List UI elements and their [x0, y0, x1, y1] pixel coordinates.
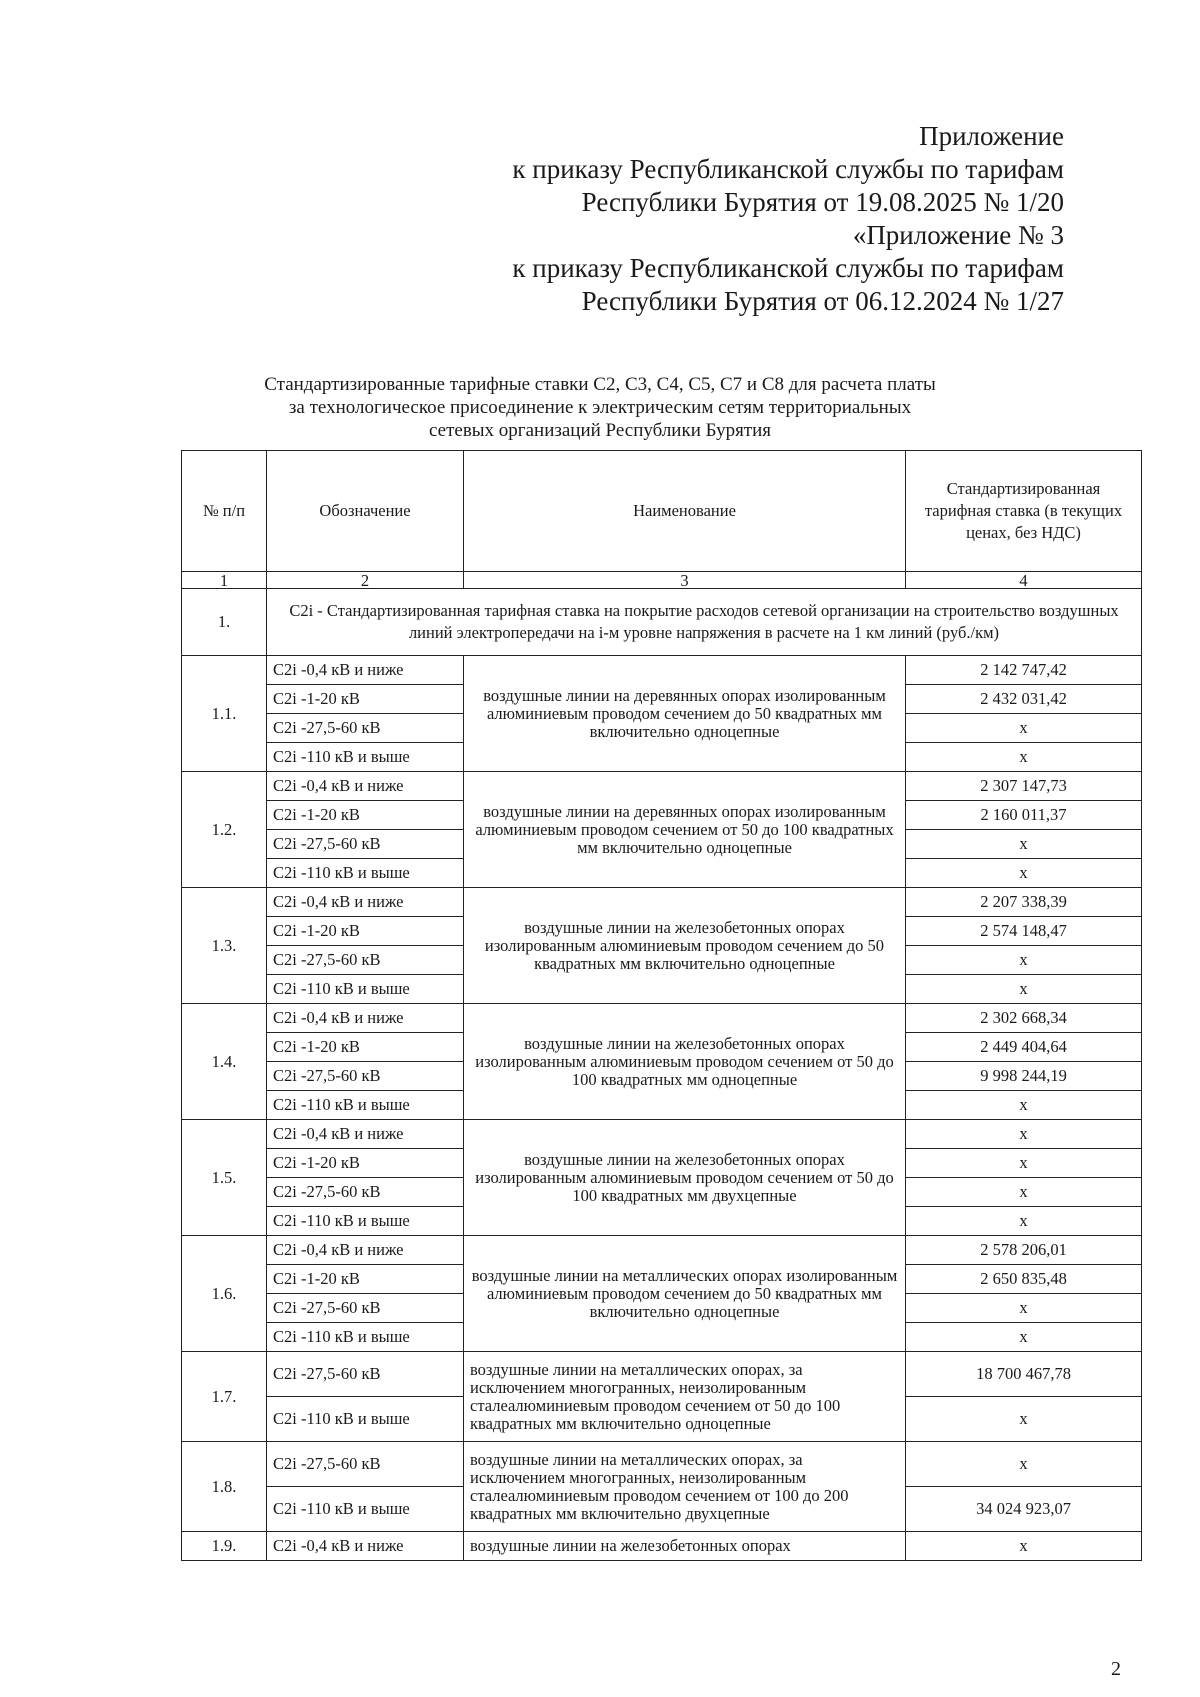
group-name: воздушные линии на металлических опорах, за исключением многогранных, неизолированным сталеалюминиевым проводом сечением от 100 до 200 квадратных мм включительно двухцепные	[464, 1442, 906, 1532]
table-row	[182, 888, 1142, 917]
group-number: 1.8.	[182, 1442, 267, 1532]
designation-cell: С2i -0,4 кВ и ниже	[267, 1236, 464, 1265]
table-row	[182, 1120, 1142, 1149]
rate-cell: x	[906, 1178, 1142, 1207]
group-number: 1.1.	[182, 656, 267, 772]
group-name: воздушные линии на металлических опорах изолированным алюминиевым проводом сечением до 50 квадратных мм включительно одноцепные	[464, 1236, 906, 1352]
section-title: С2i - Стандартизированная тарифная ставка на покрытие расходов сетевой организации на строительство воздушных линий электропередачи на i-м уровне напряжения в расчете на 1 км линий (руб./км)	[267, 589, 1142, 656]
title-line: Стандартизированные тарифные ставки С2, С3, С4, С5, С7 и С8 для расчета платы	[264, 374, 936, 395]
rate-cell: 2 207 338,39	[906, 888, 1142, 917]
rate-cell: x	[906, 975, 1142, 1004]
rates-table	[181, 450, 1142, 1561]
designation-cell: С2i -1-20 кВ	[267, 917, 464, 946]
designation-cell: С2i -110 кВ и выше	[267, 743, 464, 772]
designation-cell: С2i -110 кВ и выше	[267, 859, 464, 888]
designation-cell: С2i -27,5-60 кВ	[267, 714, 464, 743]
group-number: 1.4.	[182, 1004, 267, 1120]
rate-cell: x	[906, 859, 1142, 888]
col-number: 2	[267, 572, 464, 589]
group-number: 1.7.	[182, 1352, 267, 1442]
designation-cell: С2i -0,4 кВ и ниже	[267, 772, 464, 801]
table-row	[182, 772, 1142, 801]
rate-cell: x	[906, 714, 1142, 743]
rate-cell: 2 574 148,47	[906, 917, 1142, 946]
rate-cell: x	[906, 1397, 1142, 1442]
designation-cell: С2i -27,5-60 кВ	[267, 1442, 464, 1487]
col-header-rate: Стандартизированная тарифная ставка (в текущих ценах, без НДС)	[906, 451, 1142, 572]
designation-cell: С2i -110 кВ и выше	[267, 1091, 464, 1120]
designation-cell: С2i -1-20 кВ	[267, 1033, 464, 1062]
designation-cell: С2i -27,5-60 кВ	[267, 1178, 464, 1207]
table-row	[182, 1236, 1142, 1265]
rate-cell: 34 024 923,07	[906, 1487, 1142, 1532]
group-number: 1.3.	[182, 888, 267, 1004]
header-line: к приказу Республиканской службы по тарифам	[512, 253, 1064, 283]
col-number: 3	[464, 572, 906, 589]
designation-cell: С2i -110 кВ и выше	[267, 1207, 464, 1236]
group-name: воздушные линии на металлических опорах, за исключением многогранных, неизолированным сталеалюминиевым проводом сечением от 50 до 100 квадратных мм включительно одноцепные	[464, 1352, 906, 1442]
rate-cell: 2 142 747,42	[906, 656, 1142, 685]
designation-cell: С2i -1-20 кВ	[267, 1265, 464, 1294]
header-line: «Приложение № 3	[852, 220, 1064, 250]
col-header-designation: Обозначение	[267, 451, 464, 572]
title-line: сетевых организаций Республики Бурятия	[428, 420, 772, 441]
rate-cell: x	[906, 1532, 1142, 1561]
designation-cell: С2i -0,4 кВ и ниже	[267, 656, 464, 685]
rate-cell: 2 578 206,01	[906, 1236, 1142, 1265]
designation-cell: С2i -0,4 кВ и ниже	[267, 1120, 464, 1149]
section-number: 1.	[182, 589, 267, 656]
designation-cell: С2i -110 кВ и выше	[267, 1323, 464, 1352]
table-row	[182, 1352, 1142, 1397]
table-header-row	[182, 451, 1142, 572]
rate-cell: x	[906, 743, 1142, 772]
rate-cell: 2 432 031,42	[906, 685, 1142, 714]
rate-cell: x	[906, 830, 1142, 859]
designation-cell: С2i -27,5-60 кВ	[267, 830, 464, 859]
designation-cell: С2i -27,5-60 кВ	[267, 1062, 464, 1091]
designation-cell: С2i -27,5-60 кВ	[267, 946, 464, 975]
col-number: 1	[182, 572, 267, 589]
rate-cell: x	[906, 1091, 1142, 1120]
rate-cell: 9 998 244,19	[906, 1062, 1142, 1091]
rate-cell: x	[906, 1323, 1142, 1352]
header-line: Приложение	[919, 121, 1064, 151]
header-line: Республики Бурятия от 06.12.2024 № 1/27	[581, 286, 1064, 316]
group-name: воздушные линии на железобетонных опорах изолированным алюминиевым проводом сечением от 50 до 100 квадратных мм одноцепные	[464, 1004, 906, 1120]
group-number: 1.9.	[182, 1532, 267, 1561]
rate-cell: 2 302 668,34	[906, 1004, 1142, 1033]
group-name: воздушные линии на железобетонных опорах	[464, 1532, 906, 1561]
designation-cell: С2i -0,4 кВ и ниже	[267, 1532, 464, 1561]
designation-cell: С2i -27,5-60 кВ	[267, 1352, 464, 1397]
rate-cell: 2 307 147,73	[906, 772, 1142, 801]
group-number: 1.5.	[182, 1120, 267, 1236]
group-number: 1.2.	[182, 772, 267, 888]
header-line: Республики Бурятия от 19.08.2025 № 1/20	[581, 187, 1064, 217]
column-number-row	[182, 572, 1142, 589]
table-row	[182, 1004, 1142, 1033]
rate-cell: x	[906, 946, 1142, 975]
rate-cell: 2 449 404,64	[906, 1033, 1142, 1062]
table-row	[182, 1532, 1142, 1561]
designation-cell: С2i -110 кВ и выше	[267, 1487, 464, 1532]
designation-cell: С2i -27,5-60 кВ	[267, 1294, 464, 1323]
designation-cell: С2i -0,4 кВ и ниже	[267, 888, 464, 917]
page-number: 2	[1111, 1658, 1121, 1680]
title-line: за технологическое присоединение к электрическим сетям территориальных	[288, 397, 912, 418]
rate-cell: x	[906, 1120, 1142, 1149]
appendix-header	[512, 120, 1064, 318]
group-name: воздушные линии на железобетонных опорах изолированным алюминиевым проводом сечением до 50 квадратных мм включительно одноцепные	[464, 888, 906, 1004]
rate-cell: 18 700 467,78	[906, 1352, 1142, 1397]
rate-cell: x	[906, 1294, 1142, 1323]
header-line: к приказу Республиканской службы по тарифам	[512, 154, 1064, 184]
section-row	[182, 589, 1142, 656]
designation-cell: С2i -1-20 кВ	[267, 801, 464, 830]
rate-cell: 2 160 011,37	[906, 801, 1142, 830]
col-number: 4	[906, 572, 1142, 589]
document-title	[200, 373, 1000, 442]
group-name: воздушные линии на деревянных опорах изолированным алюминиевым проводом сечением от 50 до 100 квадратных мм включительно одноцепные	[464, 772, 906, 888]
rate-cell: x	[906, 1442, 1142, 1487]
designation-cell: С2i -110 кВ и выше	[267, 975, 464, 1004]
rate-cell: x	[906, 1207, 1142, 1236]
rate-cell: 2 650 835,48	[906, 1265, 1142, 1294]
group-number: 1.6.	[182, 1236, 267, 1352]
designation-cell: С2i -110 кВ и выше	[267, 1397, 464, 1442]
col-header-name: Наименование	[464, 451, 906, 572]
rate-cell: x	[906, 1149, 1142, 1178]
designation-cell: С2i -0,4 кВ и ниже	[267, 1004, 464, 1033]
table-row	[182, 1442, 1142, 1487]
group-name: воздушные линии на железобетонных опорах изолированным алюминиевым проводом сечением от 50 до 100 квадратных мм двухцепные	[464, 1120, 906, 1236]
designation-cell: С2i -1-20 кВ	[267, 1149, 464, 1178]
table-row	[182, 656, 1142, 685]
col-header-no: № п/п	[182, 451, 267, 572]
group-name: воздушные линии на деревянных опорах изолированным алюминиевым проводом сечением до 50 квадратных мм включительно одноцепные	[464, 656, 906, 772]
designation-cell: С2i -1-20 кВ	[267, 685, 464, 714]
